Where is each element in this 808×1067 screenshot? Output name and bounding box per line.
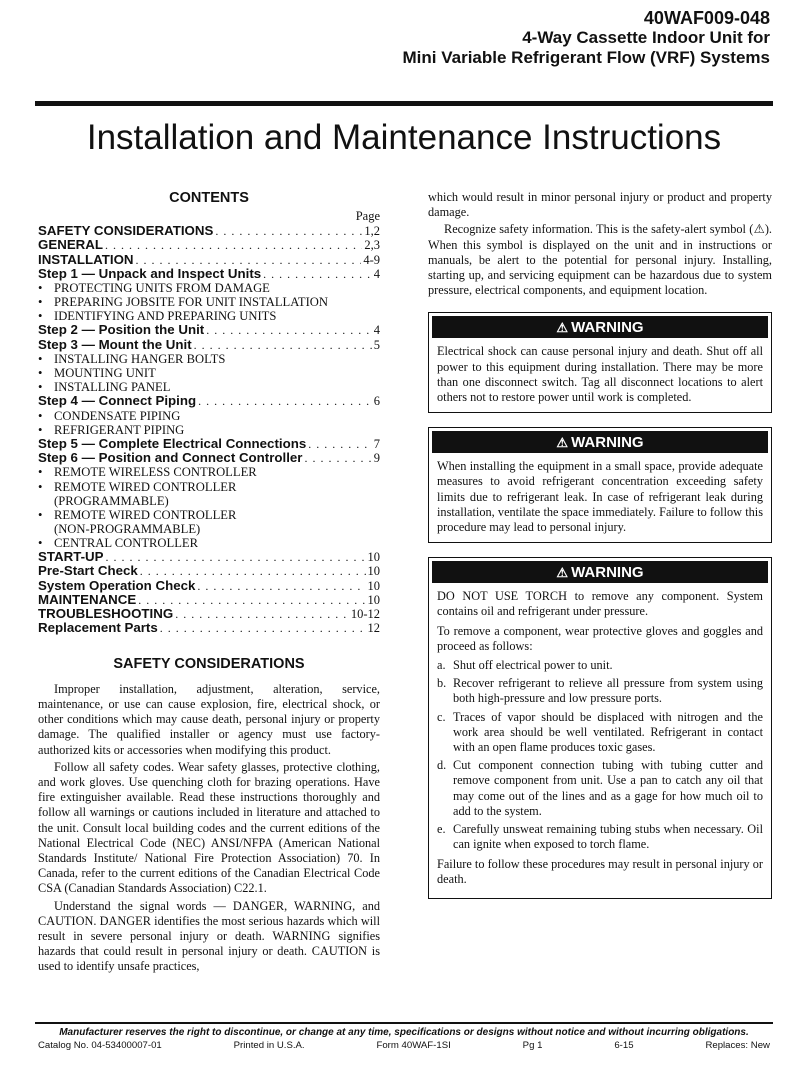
warning-box-torch (428, 557, 772, 899)
toc-subentry[interactable]: • MOUNTING UNIT (38, 366, 156, 381)
warning-box-electrical (428, 312, 772, 413)
bottom-rule (35, 1022, 773, 1024)
safety-alert-icon: ⚠ (753, 222, 765, 237)
toc-subentry[interactable]: • IDENTIFYING AND PREPARING UNITS (38, 309, 277, 324)
document-footer (35, 1026, 773, 1053)
list-item: e. Carefully unsweat remaining tubing stubs when necessary. Oil can ignite when exposed to torch flame. (437, 822, 763, 852)
toc-subentry[interactable]: • CONDENSATE PIPING (38, 408, 181, 423)
safety-paragraph-1: Improper installation, adjustment, alteration, service, maintenance, or use can cause explosion, fire, electrical shock, or other conditions which may cause death, personal injury or property damage. The qualified installer or agency must use factory-authorized kits or accessories when modifying this product. (38, 681, 380, 757)
toc-subentry[interactable]: • INSTALLING HANGER BOLTS (38, 352, 226, 367)
toc-entry-step5[interactable]: Step 5 — Complete Electrical Connections . . . 7 (38, 437, 380, 451)
toc-entry-step3[interactable]: Step 3 — Mount the Unit . . . 5 (38, 338, 380, 352)
table-of-contents (38, 224, 380, 636)
contents-page-label: Page (355, 209, 380, 223)
toc-entry-maintenance[interactable]: MAINTENANCE . . . 10 (38, 593, 380, 607)
list-item: c. Traces of vapor should be displaced with nitrogen and the work area should be well ventilated. Refrigerant in contact with an open flame produces toxic gases. (437, 709, 763, 755)
warning-triangle-icon: ⚠ (556, 435, 569, 451)
toc-entry-prestart[interactable]: Pre-Start Check . . . 10 (38, 564, 380, 578)
document-title: Installation and Maintenance Instructions (86, 118, 722, 157)
toc-entry-installation[interactable]: INSTALLATION . . . 4-9 (38, 253, 380, 267)
warning-text: When installing the equipment in a small space, provide adequate measures to avoid refrigerant concentration exceeding safety limits due to refrigerant leak. In case of refrigerant leak during installation, ventilate the space immediately. Failure to follow this procedure may lead to personal injury. (437, 459, 763, 535)
list-item: b. Recover refrigerant to relieve all pressure from system using both high-pressure and low pressure ports. (437, 676, 763, 706)
list-item: a. Shut off electrical power to unit. (437, 658, 613, 673)
warning-header: ⚠ WARNING (432, 316, 768, 338)
toc-entry-step6[interactable]: Step 6 — Position and Connect Controller . . . 9 (38, 451, 380, 465)
top-rule (35, 101, 773, 106)
safety-paragraph-2: Follow all safety codes. Wear safety glasses, protective clothing, and work gloves. Use quenching cloth for brazing operations. Have fire extinguisher available. Read these instructions thoroughly and follow all warnings or cautions included in literature and attached to the unit. Consult local building codes and the current editions of the National Electrical Code (NEC) ANSI/NFPA (American National Standards Institute/ National Fire Protection Association) 70. In Canada, refer to the current editions of the Canadian Electrical Code CSA (Canadian Standards Association) C22.1. (38, 759, 380, 896)
form-number: Form 40WAF-1SI (376, 1040, 451, 1051)
page-number: Pg 1 (522, 1040, 543, 1051)
warning-header: ⚠ WARNING (432, 561, 768, 583)
toc-subentry-continued: (PROGRAMMABLE) (54, 493, 169, 508)
safety-paragraph-3: Understand the signal words — DANGER, WARNING, and CAUTION. DANGER identifies the most serious hazards which will result in severe personal injury or death. WARNING signifies hazards that could result in personal injury or death. CAUTION is used to identify unsafe practices, (38, 898, 380, 974)
toc-entry-safety[interactable]: SAFETY CONSIDERATIONS . . . 1,2 (38, 224, 380, 238)
warning-header: ⚠ WARNING (432, 431, 768, 453)
toc-subentry[interactable]: • CENTRAL CONTROLLER (38, 535, 199, 550)
contents-heading: CONTENTS (169, 190, 249, 206)
toc-entry-troubleshooting[interactable]: TROUBLESHOOTING . . . 10-12 (38, 607, 380, 621)
replaces-note: Replaces: New (705, 1040, 770, 1051)
document-header (403, 8, 770, 68)
warning-triangle-icon: ⚠ (556, 565, 569, 581)
warning-triangle-icon: ⚠ (556, 320, 569, 336)
product-line-1: 4-Way Cassette Indoor Unit for (522, 28, 770, 47)
toc-subentry[interactable]: • PROTECTING UNITS FROM DAMAGE (38, 281, 270, 296)
toc-entry-step4[interactable]: Step 4 — Connect Piping . . . 6 (38, 394, 380, 408)
printed-location: Printed in U.S.A. (233, 1040, 305, 1051)
toc-subentry[interactable]: • REMOTE WIRED CONTROLLER (38, 507, 237, 522)
warning-box-refrigerant (428, 427, 772, 543)
toc-entry-system-operation[interactable]: System Operation Check . . . 10 (38, 579, 380, 593)
warning-text: Electrical shock can cause personal injury and death. Shut off all power to this equipment during installation. There may be more than one disconnect switch. Tag all disconnect locations to alert others not to restore power until work is completed. (437, 344, 763, 405)
toc-subentry-continued: (NON-PROGRAMMABLE) (54, 521, 201, 536)
toc-entry-replacement-parts[interactable]: Replacement Parts . . . 12 (38, 621, 380, 635)
toc-entry-step1[interactable]: Step 1 — Unpack and Inspect Units . . . 4 (38, 267, 380, 281)
toc-subentry[interactable]: • PREPARING JOBSITE FOR UNIT INSTALLATION (38, 295, 328, 310)
list-item: d. Cut component connection tubing with tubing cutter and remove component from unit. Use a pan to catch any oil that may come out of the lines and as a gage for how much oil to add to the system. (437, 758, 763, 818)
safety-heading: SAFETY CONSIDERATIONS (113, 655, 305, 672)
catalog-number: Catalog No. 04-53400007-01 (38, 1040, 162, 1051)
toc-entry-startup[interactable]: START-UP . . . 10 (38, 550, 380, 564)
warning-text: DO NOT USE TORCH to remove any component. System contains oil and refrigerant under pressure. (437, 589, 763, 619)
warning-text: Failure to follow these procedures may result in personal injury or death. (437, 856, 763, 886)
warning-text: To remove a component, wear protective gloves and goggles and proceed as follows: (437, 623, 763, 653)
procedure-list (437, 658, 763, 852)
toc-entry-general[interactable]: GENERAL . . . 2,3 (38, 238, 380, 252)
safety-paragraph-5: Recognize safety information. This is the safety-alert symbol (⚠). When this symbol is displayed on the unit and in instructions or manuals, be alert to the potential for personal injury. Installing, starting up, and servicing equipment can be hazardous due to system pressure, electrical components, and equipment location. (428, 222, 772, 298)
toc-subentry[interactable]: • REMOTE WIRELESS CONTROLLER (38, 465, 257, 480)
safety-paragraph-4: which would result in minor personal injury or product and property damage. (428, 190, 772, 220)
footer-disclaimer: Manufacturer reserves the right to discontinue, or change at any time, specifications or designs without notice and without incurring obligations. (59, 1027, 749, 1038)
left-column (38, 188, 380, 975)
toc-subentry[interactable]: • REFRIGERANT PIPING (38, 422, 185, 437)
model-number: 40WAF009-048 (643, 8, 770, 28)
toc-subentry[interactable]: • INSTALLING PANEL (38, 380, 171, 395)
right-column (428, 188, 772, 899)
product-line-2: Mini Variable Refrigerant Flow (VRF) Systems (402, 48, 770, 67)
toc-subentry[interactable]: • REMOTE WIRED CONTROLLER (38, 479, 237, 494)
toc-entry-step2[interactable]: Step 2 — Position the Unit . . . 4 (38, 323, 380, 337)
print-date: 6-15 (614, 1040, 634, 1051)
